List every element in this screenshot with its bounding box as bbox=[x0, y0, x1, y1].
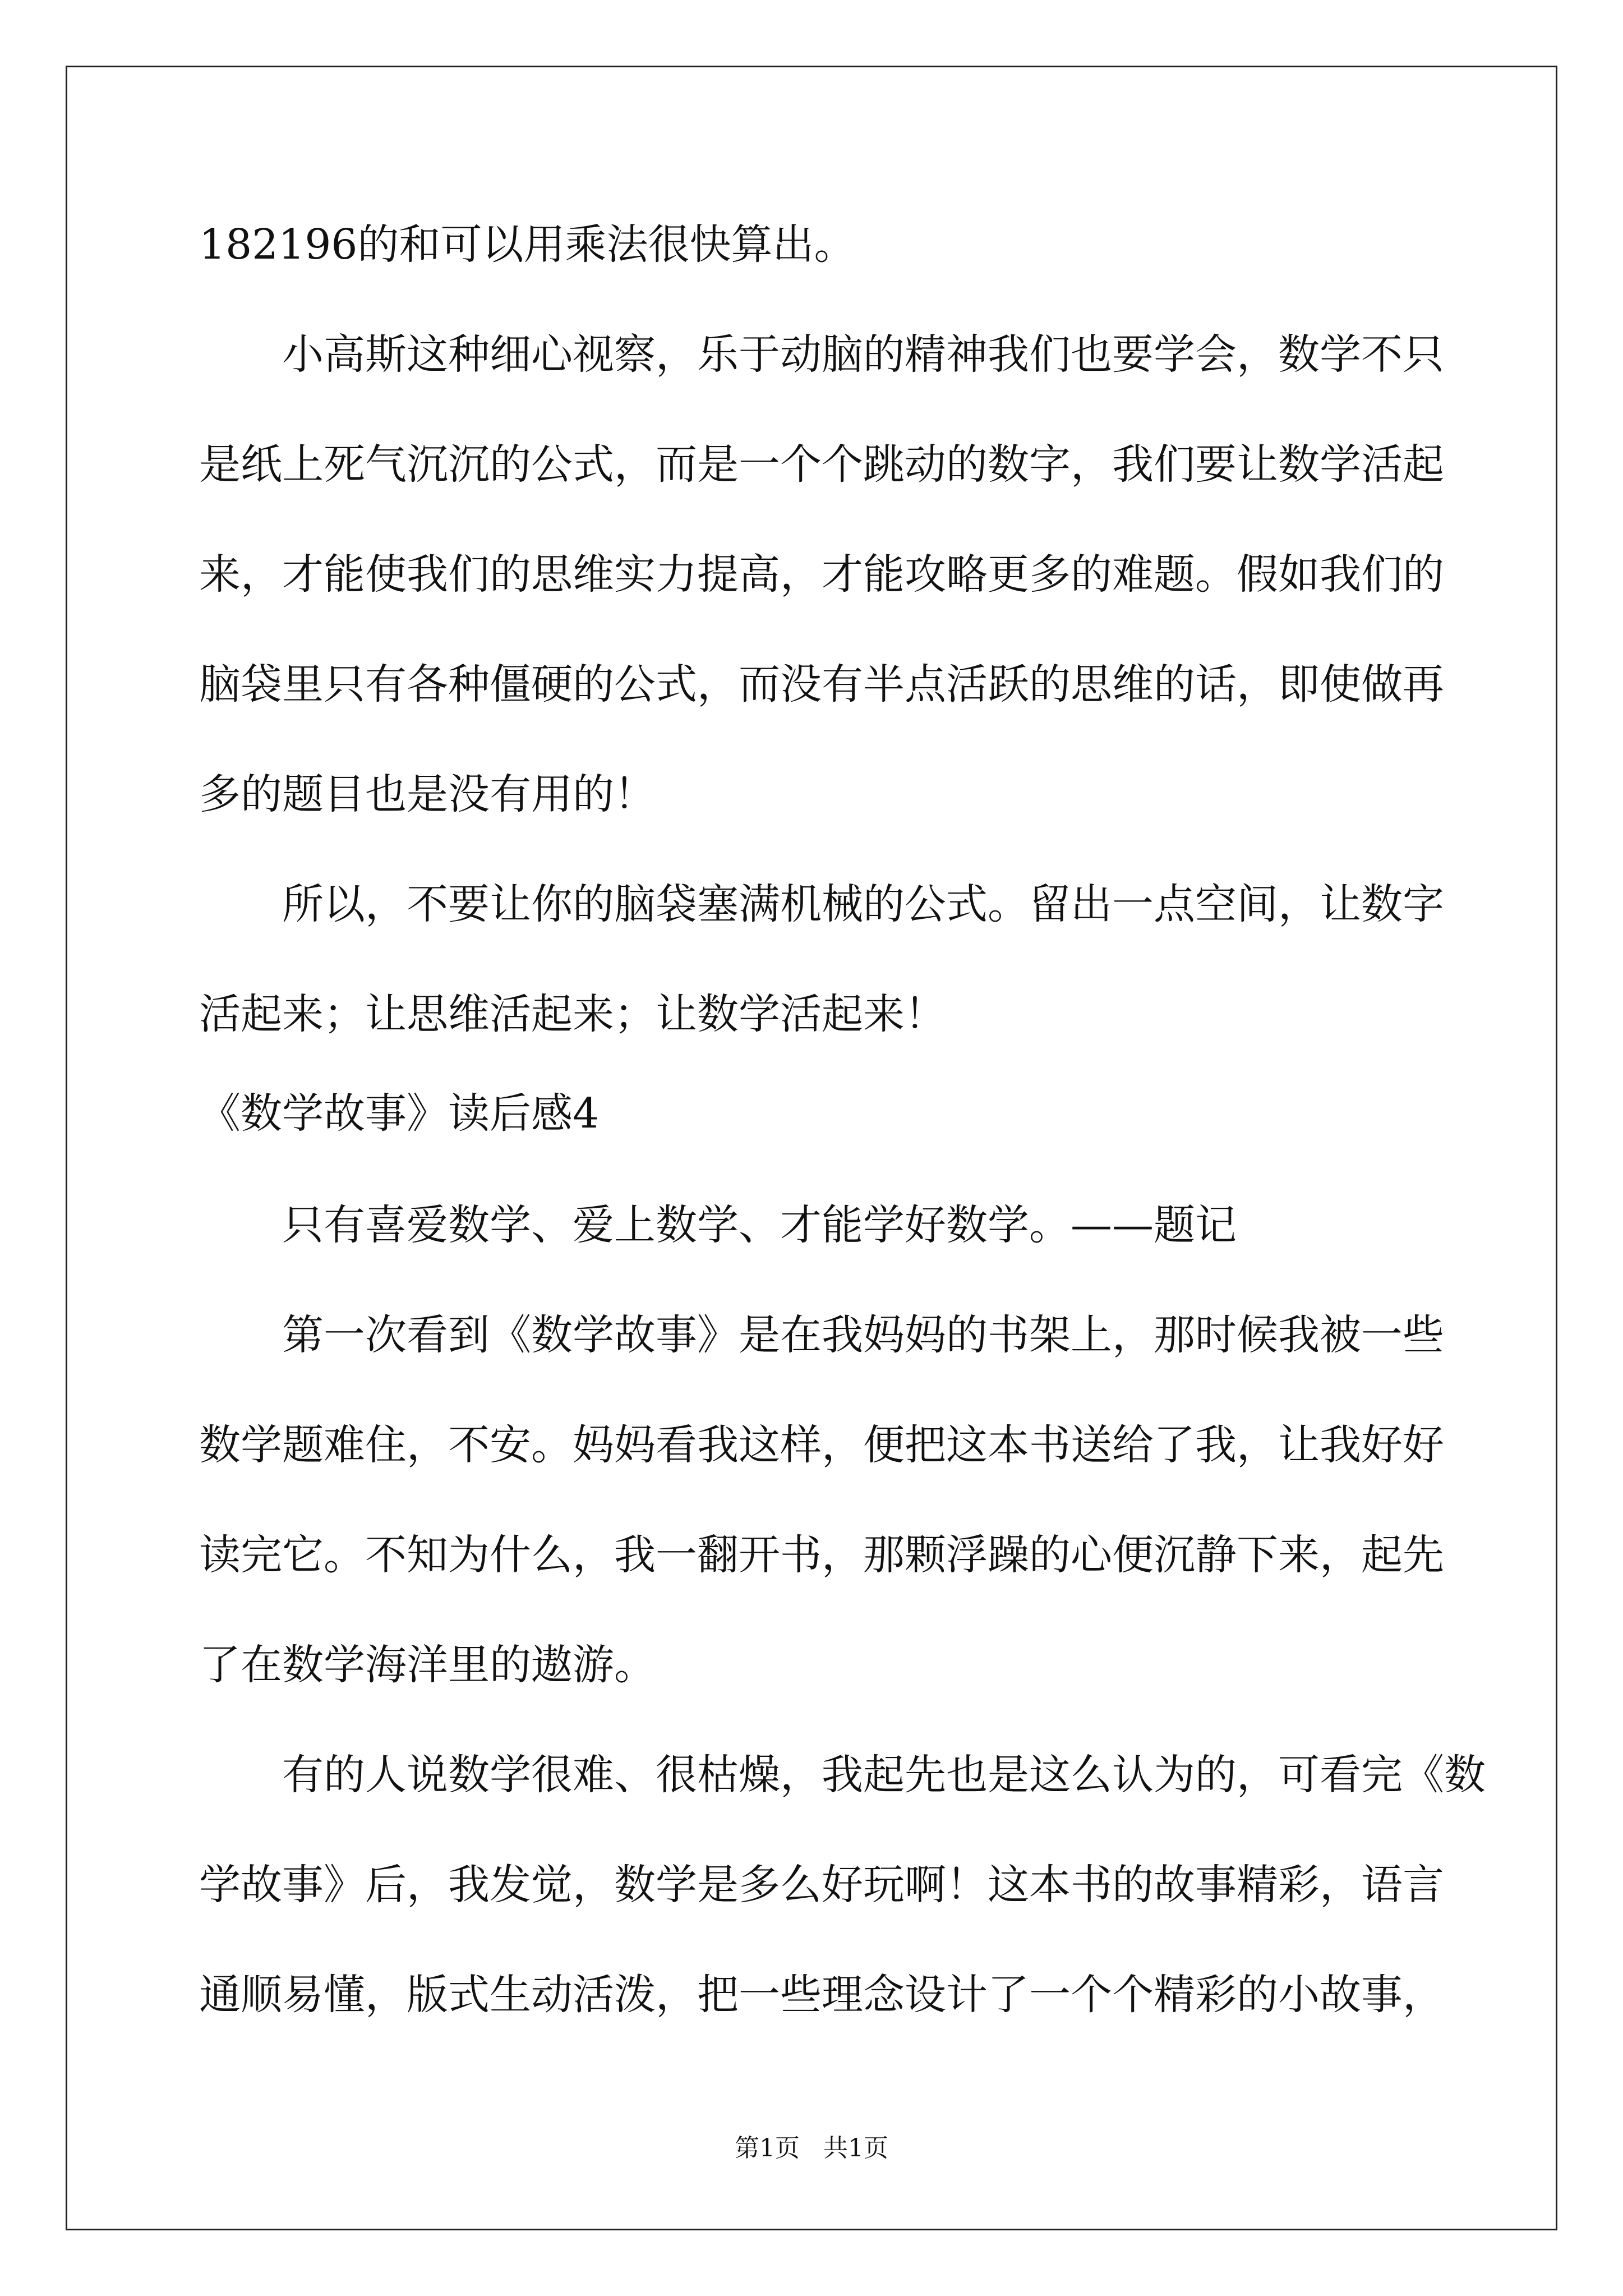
paragraph-line: 了在数学海洋里的遨游。 bbox=[199, 1641, 656, 1689]
paragraph-line: 多的题目也是没有用的！ bbox=[199, 770, 656, 818]
paragraph-line: 来，才能使我们的思维实力提高，才能攻略更多的难题。假如我们的 bbox=[199, 550, 1444, 599]
page-footer: 第1页 共1页 bbox=[735, 2134, 888, 2162]
paragraph-line: 第一次看到《数学故事》是在我妈妈的书架上，那时候我被一些 bbox=[282, 1311, 1444, 1359]
paragraph-line: 是纸上死气沉沉的公式，而是一个个跳动的数字，我们要让数学活起 bbox=[199, 440, 1444, 489]
paragraph-line: 学故事》后，我发觉，数学是多么好玩啊！这本书的故事精彩，语言 bbox=[199, 1861, 1444, 1909]
paragraph-line: 通顺易懂，版式生动活泼，把一些理念设计了一个个精彩的小故事， bbox=[199, 1971, 1444, 2019]
paragraph-line: 所以，不要让你的脑袋塞满机械的公式。留出一点空间，让数字 bbox=[282, 880, 1444, 928]
paragraph-line: 小高斯这种细心视察，乐于动脑的精神我们也要学会，数学不只 bbox=[282, 330, 1444, 379]
paragraph-line: 读完它。不知为什么，我一翻开书，那颗浮躁的心便沉静下来，起先 bbox=[199, 1531, 1444, 1579]
section-heading: 《数学故事》读后感4 bbox=[199, 1089, 600, 1138]
paragraph-line: 数学题难住，不安。妈妈看我这样，便把这本书送给了我，让我好好 bbox=[199, 1421, 1444, 1469]
paragraph-line: 脑袋里只有各种僵硬的公式，而没有半点活跃的思维的话，即使做再 bbox=[199, 660, 1444, 708]
paragraph-line: 活起来；让思维活起来；让数学活起来！ bbox=[199, 990, 946, 1038]
paragraph-line: 有的人说数学很难、很枯燥，我起先也是这么认为的，可看完《数 bbox=[282, 1751, 1486, 1799]
epigraph-line: 只有喜爱数学、爱上数学、才能学好数学。——题记 bbox=[282, 1201, 1237, 1249]
text-line: 182196的和可以用乘法很快算出。 bbox=[199, 220, 856, 269]
